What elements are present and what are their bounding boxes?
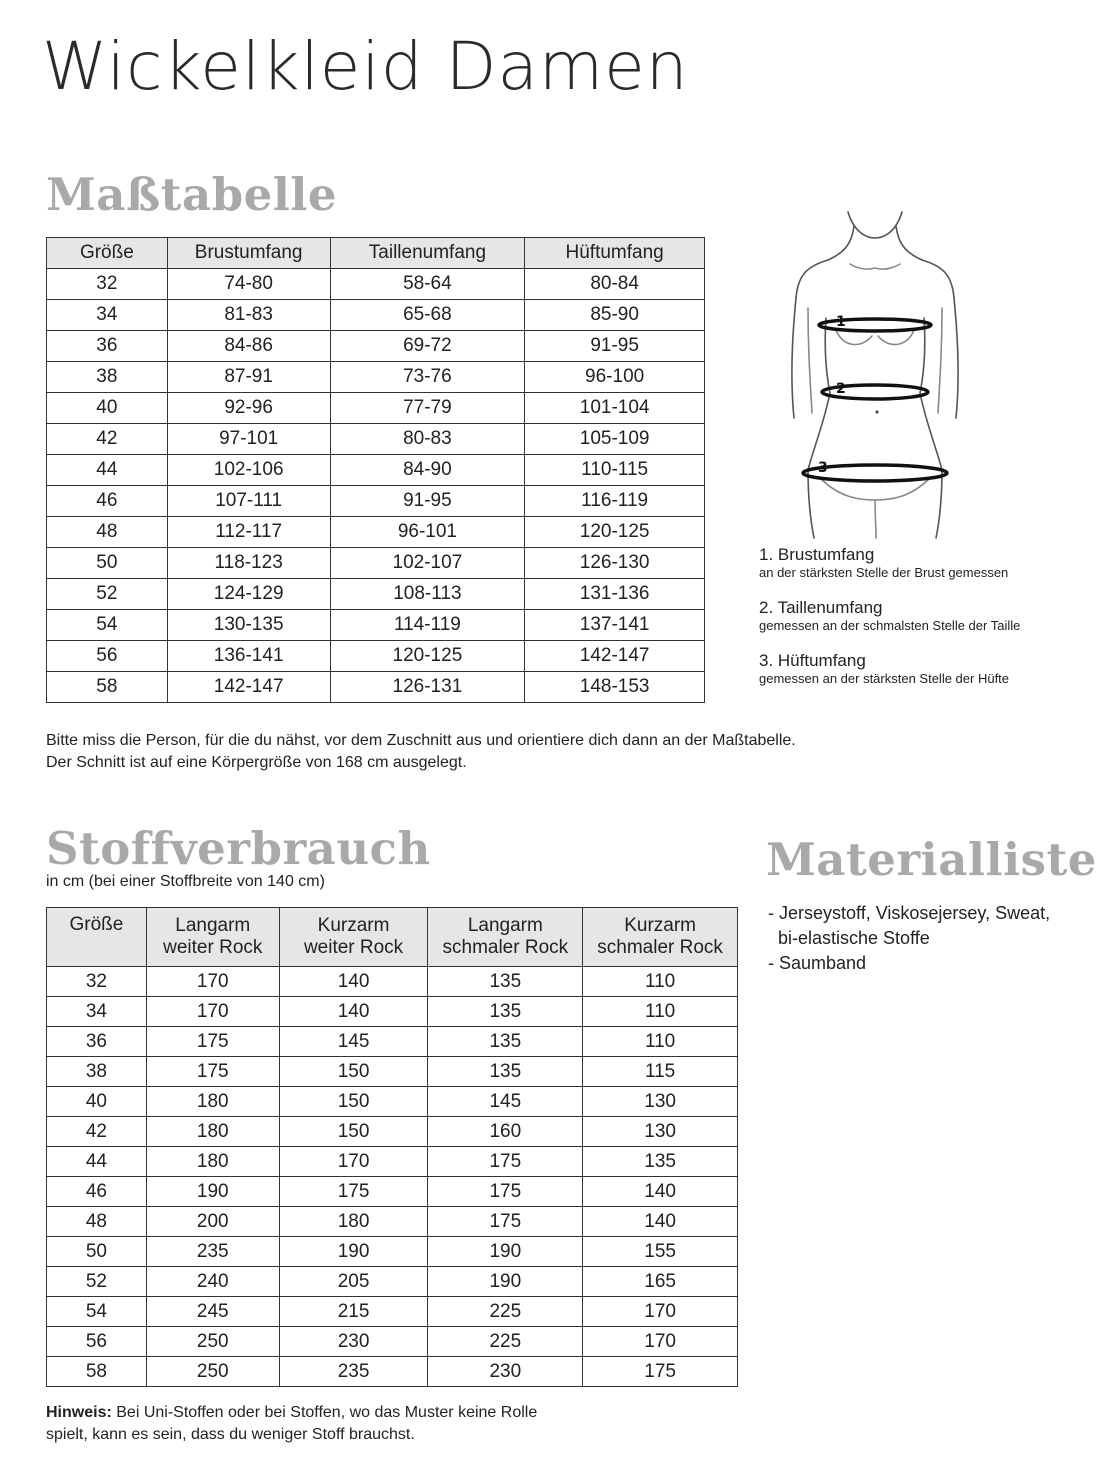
table-cell: 140 bbox=[583, 1177, 738, 1207]
measurements-header-row bbox=[47, 238, 705, 269]
table-row bbox=[47, 455, 705, 486]
material-item: - Saumband bbox=[768, 953, 867, 973]
table-cell: 124-129 bbox=[167, 579, 330, 610]
table-row bbox=[47, 641, 705, 672]
table-cell: 230 bbox=[428, 1357, 583, 1387]
hint-text: Bei Uni-Stoffen oder bei Stoffen, wo das Muster keine Rolle bbox=[111, 1404, 538, 1421]
table-row bbox=[47, 1327, 738, 1357]
legend-sub: gemessen an der schmalsten Stelle der Taille bbox=[759, 618, 1021, 633]
table-cell: 91-95 bbox=[525, 331, 705, 362]
header-cell: Brustumfang bbox=[167, 238, 330, 269]
marker-hip: 3 bbox=[818, 460, 828, 476]
header-cell bbox=[583, 908, 738, 967]
table-cell: 150 bbox=[279, 1117, 428, 1147]
table-row bbox=[47, 1267, 738, 1297]
measurements-heading: Maßtabelle bbox=[46, 168, 338, 221]
table-cell: 175 bbox=[428, 1147, 583, 1177]
table-cell: 42 bbox=[47, 1117, 147, 1147]
table-row bbox=[47, 548, 705, 579]
header-line: schmaler Rock bbox=[442, 937, 569, 958]
table-cell: 135 bbox=[428, 997, 583, 1027]
table-cell: 126-131 bbox=[330, 672, 525, 703]
table-cell: 180 bbox=[279, 1207, 428, 1237]
table-cell: 97-101 bbox=[167, 424, 330, 455]
table-cell: 32 bbox=[47, 967, 147, 997]
table-cell: 140 bbox=[583, 1207, 738, 1237]
table-cell: 54 bbox=[47, 1297, 147, 1327]
table-cell: 135 bbox=[583, 1147, 738, 1177]
table-cell: 235 bbox=[146, 1237, 279, 1267]
table-cell: 91-95 bbox=[330, 486, 525, 517]
table-cell: 250 bbox=[146, 1357, 279, 1387]
hint-label: Hinweis: bbox=[46, 1404, 112, 1421]
table-cell: 81-83 bbox=[167, 300, 330, 331]
table-row bbox=[47, 1147, 738, 1177]
table-row bbox=[47, 610, 705, 641]
table-cell: 245 bbox=[146, 1297, 279, 1327]
table-cell: 40 bbox=[47, 1087, 147, 1117]
table-cell: 190 bbox=[279, 1237, 428, 1267]
fabric-subheading: in cm (bei einer Stoffbreite von 140 cm) bbox=[46, 873, 325, 890]
table-cell: 48 bbox=[47, 1207, 147, 1237]
table-cell: 175 bbox=[428, 1177, 583, 1207]
legend-item bbox=[759, 598, 1020, 633]
table-row bbox=[47, 1237, 738, 1267]
table-cell: 110-115 bbox=[525, 455, 705, 486]
table-cell: 58 bbox=[47, 672, 168, 703]
table-cell: 170 bbox=[583, 1327, 738, 1357]
table-cell: 118-123 bbox=[167, 548, 330, 579]
table-cell: 225 bbox=[428, 1327, 583, 1357]
table-cell: 102-107 bbox=[330, 548, 525, 579]
table-cell: 50 bbox=[47, 1237, 147, 1267]
table-cell: 84-90 bbox=[330, 455, 525, 486]
table-cell: 38 bbox=[47, 1057, 147, 1087]
table-cell: 180 bbox=[146, 1147, 279, 1177]
material-item: bi-elastische Stoffe bbox=[778, 928, 930, 948]
table-cell: 102-106 bbox=[167, 455, 330, 486]
table-cell: 101-104 bbox=[525, 393, 705, 424]
table-cell: 142-147 bbox=[525, 641, 705, 672]
table-row bbox=[47, 1177, 738, 1207]
table-cell: 170 bbox=[583, 1297, 738, 1327]
table-cell: 120-125 bbox=[525, 517, 705, 548]
table-cell: 140 bbox=[279, 997, 428, 1027]
table-cell: 142-147 bbox=[167, 672, 330, 703]
body-figure bbox=[780, 208, 970, 540]
table-cell: 165 bbox=[583, 1267, 738, 1297]
marker-bust: 1 bbox=[836, 314, 846, 330]
header-cell: Taillenumfang bbox=[330, 238, 525, 269]
fabric-hint bbox=[46, 1402, 537, 1446]
table-row bbox=[47, 300, 705, 331]
table-row bbox=[47, 1057, 738, 1087]
table-cell: 230 bbox=[279, 1327, 428, 1357]
header-line: Größe bbox=[69, 914, 124, 935]
table-cell: 58-64 bbox=[330, 269, 525, 300]
table-cell: 180 bbox=[146, 1087, 279, 1117]
legend-label: 3. Hüftumfang bbox=[759, 651, 866, 670]
fabric-table bbox=[46, 907, 738, 1387]
table-cell: 36 bbox=[47, 1027, 147, 1057]
legend-sub: gemessen an der stärksten Stelle der Hüfte bbox=[759, 671, 1010, 686]
table-row bbox=[47, 486, 705, 517]
table-cell: 105-109 bbox=[525, 424, 705, 455]
table-cell: 180 bbox=[146, 1117, 279, 1147]
legend-item bbox=[759, 545, 1020, 580]
table-cell: 38 bbox=[47, 362, 168, 393]
legend-label: 1. Brustumfang bbox=[759, 545, 875, 564]
table-cell: 136-141 bbox=[167, 641, 330, 672]
table-cell: 155 bbox=[583, 1237, 738, 1267]
table-cell: 80-83 bbox=[330, 424, 525, 455]
material-item: - Jerseystoff, Viskosejersey, Sweat, bbox=[768, 903, 1051, 923]
table-cell: 32 bbox=[47, 269, 168, 300]
table-cell: 80-84 bbox=[525, 269, 705, 300]
table-row bbox=[47, 579, 705, 610]
fabric-heading: Stoffverbrauch bbox=[46, 822, 431, 875]
table-cell: 107-111 bbox=[167, 486, 330, 517]
table-cell: 175 bbox=[279, 1177, 428, 1207]
table-cell: 50 bbox=[47, 548, 168, 579]
table-cell: 46 bbox=[47, 486, 168, 517]
table-cell: 52 bbox=[47, 1267, 147, 1297]
header-line: Langarm bbox=[467, 915, 543, 936]
table-cell: 46 bbox=[47, 1177, 147, 1207]
table-cell: 44 bbox=[47, 1147, 147, 1177]
table-cell: 225 bbox=[428, 1297, 583, 1327]
header-line: weiter Rock bbox=[163, 937, 263, 958]
table-cell: 36 bbox=[47, 331, 168, 362]
marker-waist: 2 bbox=[836, 381, 846, 397]
table-cell: 96-100 bbox=[525, 362, 705, 393]
table-cell: 58 bbox=[47, 1357, 147, 1387]
header-line: Kurzarm bbox=[624, 915, 696, 936]
page-title: Wickelkleid Damen bbox=[42, 28, 689, 105]
table-cell: 56 bbox=[47, 1327, 147, 1357]
table-cell: 137-141 bbox=[525, 610, 705, 641]
table-cell: 85-90 bbox=[525, 300, 705, 331]
table-row bbox=[47, 1207, 738, 1237]
table-row bbox=[47, 1297, 738, 1327]
table-cell: 145 bbox=[279, 1027, 428, 1057]
table-cell: 108-113 bbox=[330, 579, 525, 610]
table-cell: 54 bbox=[47, 610, 168, 641]
table-cell: 235 bbox=[279, 1357, 428, 1387]
table-cell: 73-76 bbox=[330, 362, 525, 393]
table-cell: 130 bbox=[583, 1087, 738, 1117]
table-cell: 175 bbox=[146, 1027, 279, 1057]
table-row bbox=[47, 967, 738, 997]
table-cell: 130-135 bbox=[167, 610, 330, 641]
header-cell bbox=[146, 908, 279, 967]
table-cell: 131-136 bbox=[525, 579, 705, 610]
legend-sub: an der stärksten Stelle der Brust gemessen bbox=[759, 565, 1009, 580]
table-cell: 34 bbox=[47, 997, 147, 1027]
legend-item bbox=[759, 651, 1020, 686]
table-cell: 110 bbox=[583, 967, 738, 997]
materials-heading: Materialliste bbox=[766, 833, 1097, 886]
table-cell: 135 bbox=[428, 1027, 583, 1057]
table-cell: 48 bbox=[47, 517, 168, 548]
measurements-note bbox=[46, 730, 796, 774]
figure-legend bbox=[759, 545, 1020, 686]
table-row bbox=[47, 1117, 738, 1147]
table-cell: 175 bbox=[428, 1207, 583, 1237]
table-cell: 40 bbox=[47, 393, 168, 424]
table-cell: 215 bbox=[279, 1297, 428, 1327]
table-cell: 190 bbox=[146, 1177, 279, 1207]
table-cell: 44 bbox=[47, 455, 168, 486]
header-cell bbox=[279, 908, 428, 967]
table-row bbox=[47, 997, 738, 1027]
table-cell: 150 bbox=[279, 1087, 428, 1117]
header-line: Kurzarm bbox=[317, 915, 390, 936]
table-row bbox=[47, 331, 705, 362]
table-cell: 145 bbox=[428, 1087, 583, 1117]
fabric-header-row bbox=[47, 908, 738, 967]
table-cell: 250 bbox=[146, 1327, 279, 1357]
table-cell: 175 bbox=[146, 1057, 279, 1087]
table-cell: 74-80 bbox=[167, 269, 330, 300]
measurements-table bbox=[46, 237, 705, 703]
table-cell: 200 bbox=[146, 1207, 279, 1237]
table-cell: 205 bbox=[279, 1267, 428, 1297]
table-cell: 170 bbox=[279, 1147, 428, 1177]
table-row bbox=[47, 1357, 738, 1387]
table-row bbox=[47, 517, 705, 548]
table-row bbox=[47, 672, 705, 703]
table-cell: 135 bbox=[428, 967, 583, 997]
legend-label: 2. Taillenumfang bbox=[759, 598, 883, 617]
table-cell: 140 bbox=[279, 967, 428, 997]
table-cell: 120-125 bbox=[330, 641, 525, 672]
table-cell: 110 bbox=[583, 1027, 738, 1057]
table-cell: 190 bbox=[428, 1237, 583, 1267]
table-cell: 52 bbox=[47, 579, 168, 610]
table-cell: 56 bbox=[47, 641, 168, 672]
note-line: Der Schnitt ist auf eine Körpergröße von 168 cm ausgelegt. bbox=[46, 754, 467, 771]
table-row bbox=[47, 269, 705, 300]
materials-list bbox=[768, 901, 1050, 976]
table-cell: 148-153 bbox=[525, 672, 705, 703]
table-row bbox=[47, 393, 705, 424]
table-cell: 92-96 bbox=[167, 393, 330, 424]
table-cell: 115 bbox=[583, 1057, 738, 1087]
table-cell: 77-79 bbox=[330, 393, 525, 424]
table-cell: 126-130 bbox=[525, 548, 705, 579]
table-cell: 190 bbox=[428, 1267, 583, 1297]
header-cell: Hüftumfang bbox=[525, 238, 705, 269]
table-cell: 150 bbox=[279, 1057, 428, 1087]
table-cell: 96-101 bbox=[330, 517, 525, 548]
table-cell: 65-68 bbox=[330, 300, 525, 331]
header-line: schmaler Rock bbox=[597, 937, 723, 958]
header-cell bbox=[47, 908, 147, 967]
table-cell: 110 bbox=[583, 997, 738, 1027]
table-row bbox=[47, 424, 705, 455]
table-cell: 170 bbox=[146, 967, 279, 997]
table-cell: 69-72 bbox=[330, 331, 525, 362]
table-cell: 112-117 bbox=[167, 517, 330, 548]
table-row bbox=[47, 362, 705, 393]
table-cell: 34 bbox=[47, 300, 168, 331]
table-cell: 135 bbox=[428, 1057, 583, 1087]
table-cell: 170 bbox=[146, 997, 279, 1027]
header-line: Langarm bbox=[175, 915, 251, 936]
header-cell: Größe bbox=[47, 238, 168, 269]
table-cell: 116-119 bbox=[525, 486, 705, 517]
table-cell: 42 bbox=[47, 424, 168, 455]
header-line: weiter Rock bbox=[303, 937, 404, 958]
table-cell: 240 bbox=[146, 1267, 279, 1297]
hint-line: spielt, kann es sein, dass du weniger Stoff brauchst. bbox=[46, 1426, 415, 1443]
table-cell: 160 bbox=[428, 1117, 583, 1147]
table-row bbox=[47, 1087, 738, 1117]
note-line: Bitte miss die Person, für die du nähst, vor dem Zuschnitt aus und orientiere dich dann an der Maßtabelle. bbox=[46, 732, 796, 749]
table-cell: 130 bbox=[583, 1117, 738, 1147]
table-row bbox=[47, 1027, 738, 1057]
header-cell bbox=[428, 908, 583, 967]
table-cell: 175 bbox=[583, 1357, 738, 1387]
table-cell: 114-119 bbox=[330, 610, 525, 641]
table-cell: 84-86 bbox=[167, 331, 330, 362]
hint-line bbox=[46, 1402, 537, 1424]
table-cell: 87-91 bbox=[167, 362, 330, 393]
